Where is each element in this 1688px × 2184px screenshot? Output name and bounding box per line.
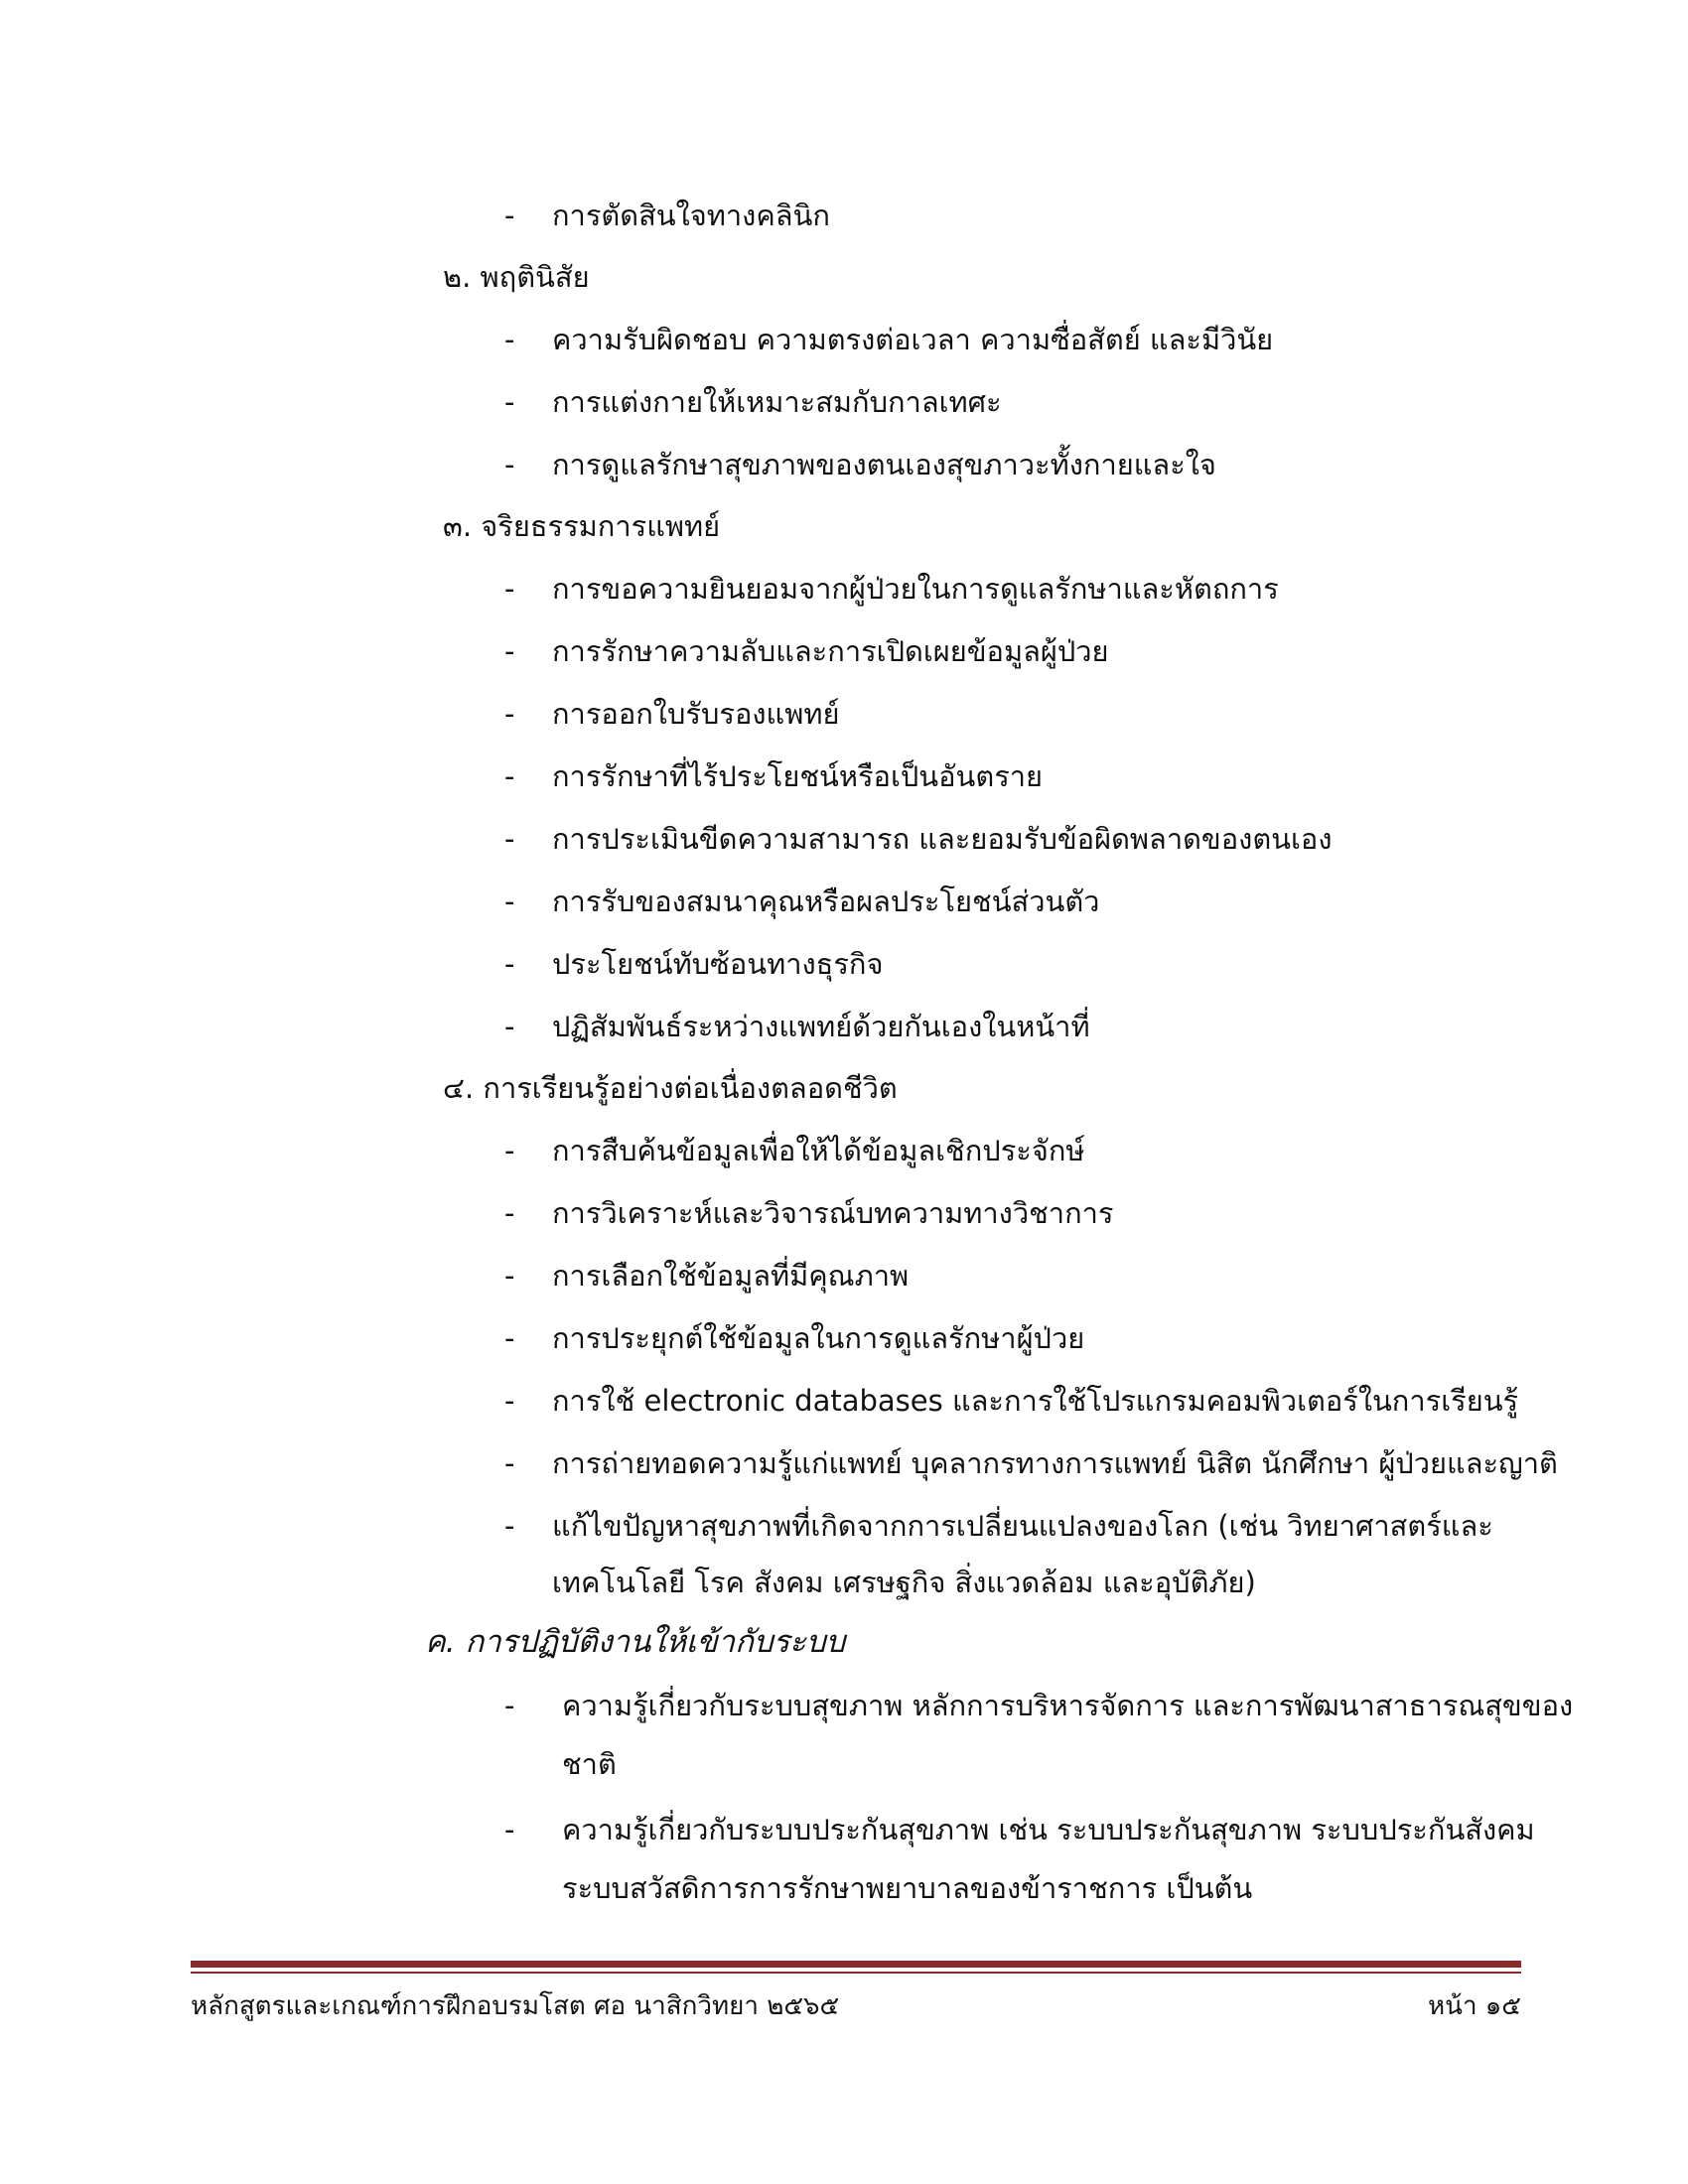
heading-behavior: ๒. พฤตินิสัย bbox=[443, 260, 590, 294]
bullet-self-assessment: การประเมินขีดความสามารถ และยอมรับข้อผิดพลาดของตนเอง bbox=[552, 822, 1333, 856]
bullet-insurance-line1: ความรู้เกี่ยวกับระบบประกันสุขภาพ เช่น ระบบประกันสุขภาพ ระบบประกันสังคม bbox=[562, 1813, 1535, 1846]
bullet-gifts: การรับของสมนาคุณหรือผลประโยชน์ส่วนตัว bbox=[552, 885, 1100, 918]
bullet-dash: - bbox=[504, 572, 515, 606]
bullet-global-health-line2: เทคโนโลยี โรค สังคม เศรษฐกิจ สิ่งแวดล้อม และอุบัติภัย) bbox=[552, 1566, 1256, 1599]
bullet-dash: - bbox=[504, 385, 515, 419]
bullet-conflict-of-interest: ประโยชน์ทับซ้อนทางธุรกิจ bbox=[552, 947, 884, 981]
footer-rule-thin bbox=[191, 1972, 1521, 1974]
bullet-dash: - bbox=[504, 1010, 515, 1043]
bullet-electronic-databases: การใช้ electronic databases และการใช้โปรแกรมคอมพิวเตอร์ในการเรียนรู้ bbox=[552, 1384, 1519, 1418]
bullet-dash: - bbox=[504, 1259, 515, 1293]
bullet-confidentiality: การรักษาความลับและการเปิดเผยข้อมูลผู้ป่วย bbox=[552, 634, 1109, 668]
bullet-responsibility: ความรับผิดชอบ ความตรงต่อเวลา ความซื่อสัตย์ และมีวินัย bbox=[552, 323, 1274, 356]
bullet-dress: การแต่งกายให้เหมาะสมกับกาลเทศะ bbox=[552, 385, 1002, 419]
bullet-clinical-decision: การตัดสินใจทางคลินิก bbox=[552, 199, 830, 232]
heading-lifelong-learning: ๔. การเรียนรู้อย่างต่อเนื่องตลอดชีวิต bbox=[443, 1071, 898, 1105]
bullet-dash: - bbox=[504, 697, 515, 731]
bullet-dash: - bbox=[504, 885, 515, 918]
bullet-apply-data: การประยุกต์ใช้ข้อมูลในการดูแลรักษาผู้ป่วย bbox=[552, 1321, 1085, 1355]
bullet-self-care: การดูแลรักษาสุขภาพของตนเองสุขภาวะทั้งกายและใจ bbox=[552, 448, 1216, 481]
bullet-dash: - bbox=[504, 323, 515, 356]
bullet-medical-certificate: การออกใบรับรองแพทย์ bbox=[552, 697, 840, 731]
bullet-dash: - bbox=[504, 822, 515, 856]
footer-document-title: หลักสูตรและเกณฑ์การฝึกอบรมโสต ศอ นาสิกวิทยา ๒๕๖๕ bbox=[191, 1991, 840, 2021]
bullet-dash: - bbox=[504, 1446, 515, 1480]
bullet-global-health-line1: แก้ไขปัญหาสุขภาพที่เกิดจากการเปลี่ยนแปลงของโลก (เช่น วิทยาศาสตร์และ bbox=[552, 1509, 1493, 1543]
bullet-evidence-search: การสืบค้นข้อมูลเพื่อให้ได้ข้อมูลเชิกประจักษ์ bbox=[552, 1134, 1085, 1167]
bullet-dash: - bbox=[504, 759, 515, 793]
bullet-dash: - bbox=[504, 1196, 515, 1230]
footer-page-number: หน้า ๑๕ bbox=[1428, 1991, 1521, 2021]
bullet-dash: - bbox=[504, 1813, 515, 1846]
heading-systems-based-practice: ค. การปฏิบัติงานให้เข้ากับระบบ bbox=[425, 1624, 846, 1660]
bullet-critical-appraisal: การวิเคราะห์และวิจารณ์บทความทางวิชาการ bbox=[552, 1196, 1114, 1230]
bullet-dash: - bbox=[504, 199, 515, 232]
bullet-consent: การขอความยินยอมจากผู้ป่วยในการดูแลรักษาและหัตถการ bbox=[552, 572, 1279, 606]
bullet-dash: - bbox=[504, 1509, 515, 1543]
heading-medical-ethics: ๓. จริยธรรมการแพทย์ bbox=[443, 509, 721, 543]
bullet-dash: - bbox=[504, 448, 515, 481]
bullet-quality-data: การเลือกใช้ข้อมูลที่มีคุณภาพ bbox=[552, 1259, 910, 1293]
bullet-dash: - bbox=[504, 1321, 515, 1355]
bullet-knowledge-transfer: การถ่ายทอดความรู้แก่แพทย์ บุคลากรทางการแพทย์ นิสิต นักศึกษา ผู้ป่วยและญาติ bbox=[552, 1446, 1558, 1480]
bullet-insurance-line2: ระบบสวัสดิการการรักษาพยาบาลของข้าราชการ เป็นต้น bbox=[562, 1871, 1253, 1905]
bullet-dash: - bbox=[504, 1689, 515, 1722]
bullet-physician-relations: ปฏิสัมพันธ์ระหว่างแพทย์ด้วยกันเองในหน้าที่ bbox=[552, 1010, 1090, 1043]
bullet-dash: - bbox=[504, 634, 515, 668]
bullet-dash: - bbox=[504, 1134, 515, 1167]
bullet-dash: - bbox=[504, 947, 515, 981]
bullet-health-system-line1: ความรู้เกี่ยวกับระบบสุขภาพ หลักการบริหารจัดการ และการพัฒนาสาธารณสุขของ bbox=[562, 1689, 1574, 1722]
bullet-health-system-line2: ชาติ bbox=[562, 1747, 617, 1781]
bullet-futile-treatment: การรักษาที่ไร้ประโยชน์หรือเป็นอันตราย bbox=[552, 759, 1044, 793]
bullet-dash: - bbox=[504, 1384, 515, 1418]
footer-rule bbox=[191, 1961, 1521, 1968]
